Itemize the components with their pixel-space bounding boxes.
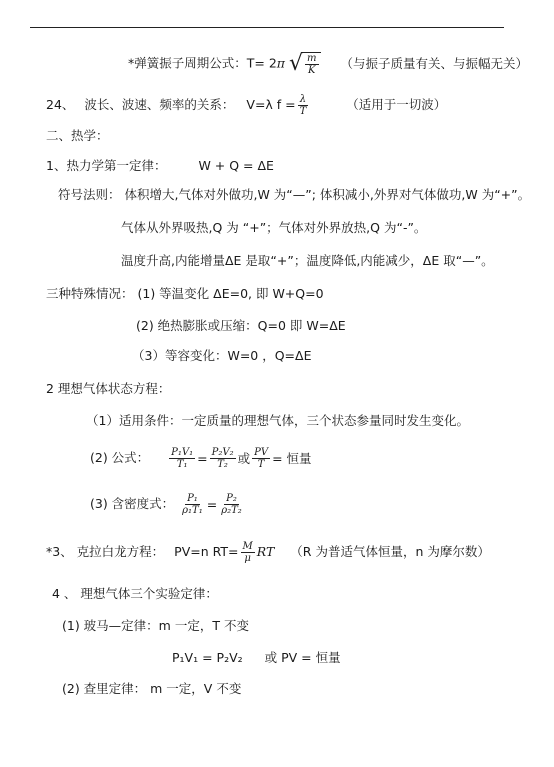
frac-t: T bbox=[257, 459, 265, 470]
boyle-formula bbox=[172, 650, 341, 666]
ideal-gas-title: 2 理想气体状态方程： bbox=[46, 381, 171, 396]
frac-p2: P₂ bbox=[226, 493, 237, 504]
frac-m: M bbox=[242, 541, 253, 552]
boyle-law: (1) 玻马—定律：m 一定，T 不变 bbox=[62, 618, 249, 633]
sign-rule-line3: 温度升高,内能增量ΔE 是取“+”；温度降低,内能减少，ΔE 取“—”。 bbox=[121, 253, 494, 268]
sqrt-formula bbox=[289, 52, 321, 76]
sqrt-denominator: K bbox=[308, 65, 316, 76]
spring-period-line bbox=[128, 52, 528, 76]
wave-label: 波长、波速、频率的关系： bbox=[84, 97, 235, 112]
frac-p1: P₁ bbox=[187, 493, 198, 504]
wave-frac-den: T bbox=[299, 106, 307, 117]
ideal-gas-formula: (2) 公式： $\frac{\text{P₁V₁}}{\text{T₁}}$ = $\frac{\text{P₂V₂}}{\text{T₂}}$ 或 $\frac{PV}{T}$ = 恒量 bbox=[90, 444, 312, 473]
laws-title: 4 、 理想气体三个实验定律： bbox=[52, 586, 218, 601]
star-marker: * bbox=[128, 55, 135, 71]
frac-rho2t2: ρ₂T₂ bbox=[221, 505, 242, 516]
top-rule bbox=[30, 27, 504, 28]
density-label: (3) 含密度式： bbox=[90, 496, 175, 511]
wave-frac-num: λ bbox=[299, 94, 307, 105]
thermo-first-law bbox=[46, 158, 274, 174]
sqrt-numerator: m bbox=[307, 53, 317, 64]
wave-formula: V=λ f = bbox=[246, 97, 296, 112]
special-case-3: （3）等容变化：W=0 ，Q=ΔE bbox=[132, 348, 312, 363]
frac-rho1t1: ρ₁T₁ bbox=[182, 505, 203, 516]
special-case-2: (2) 绝热膨胀或压缩：Q=0 即 W=ΔE bbox=[136, 318, 346, 333]
clapeyron-line bbox=[46, 538, 490, 566]
section-heading: 二、热学： bbox=[46, 128, 109, 143]
frac-p1v1: P₁V₁ bbox=[171, 447, 194, 458]
ideal-gas-condition: （1）适用条件：一定质量的理想气体，三个状态参量同时发生变化。 bbox=[86, 413, 469, 428]
frac-pv: PV bbox=[254, 447, 269, 458]
clapeyron-label: *3、 克拉白龙方程： bbox=[46, 544, 165, 559]
boyle-or-constant: 或 PV = 恒量 bbox=[264, 650, 341, 665]
radical-sign: √ bbox=[289, 51, 304, 76]
special-case-1 bbox=[46, 286, 324, 302]
charles-law: (2) 查里定律： m 一定，V 不变 bbox=[62, 681, 242, 696]
spring-period-label: 弹簧振子周期公式：T= 2 bbox=[134, 55, 277, 71]
sign-rule-line1 bbox=[58, 187, 530, 203]
frac-t1: T₁ bbox=[176, 459, 188, 470]
density-formula: (3) 含密度式： $\frac{\text{P₁}}{\text{ρ₁T₁}}$ = $\frac{\text{P₂}}{\text{ρ₂T₂}}$ bbox=[90, 493, 242, 516]
sign-rule-label: 符号法则： bbox=[58, 187, 121, 202]
clapeyron-note: （R 为普适气体恒量，n 为摩尔数） bbox=[290, 544, 490, 559]
sign-rule-text1: 体积增大,气体对外做功,W 为“—”; 体积减小,外界对气体做功,W 为“+”。 bbox=[124, 187, 531, 202]
sign-rule-line2: 气体从外界吸热,Q 为 “+”；气体对外界放热,Q 为“-”。 bbox=[121, 220, 427, 235]
rt-term: RT bbox=[256, 544, 275, 559]
frac-t2: T₂ bbox=[217, 459, 228, 470]
wave-note: （适用于一切波） bbox=[346, 97, 447, 112]
thermo-label: 1、热力学第一定律： bbox=[46, 158, 167, 173]
special-label: 三种特殊情况： bbox=[46, 286, 134, 301]
special-case-1-text: (1) 等温变化 ΔE=0, 即 W+Q=0 bbox=[137, 286, 324, 301]
spring-note: （与振子质量有关、与振幅无关） bbox=[340, 55, 529, 71]
pi-symbol: π bbox=[276, 55, 286, 71]
or-word: 或 bbox=[237, 450, 251, 466]
wave-number: 24、 bbox=[46, 97, 75, 112]
boyle-equation: P₁V₁ = P₂V₂ bbox=[172, 650, 243, 665]
constant-text: = 恒量 bbox=[272, 450, 312, 466]
frac-p2v2: P₂V₂ bbox=[211, 447, 234, 458]
thermo-formula: W + Q = ΔE bbox=[198, 158, 274, 173]
frac-mu: μ bbox=[244, 553, 251, 564]
clapeyron-formula: PV=n RT= bbox=[174, 544, 239, 559]
formula-label: (2) 公式： bbox=[90, 450, 150, 465]
wave-relation-line bbox=[46, 94, 446, 117]
